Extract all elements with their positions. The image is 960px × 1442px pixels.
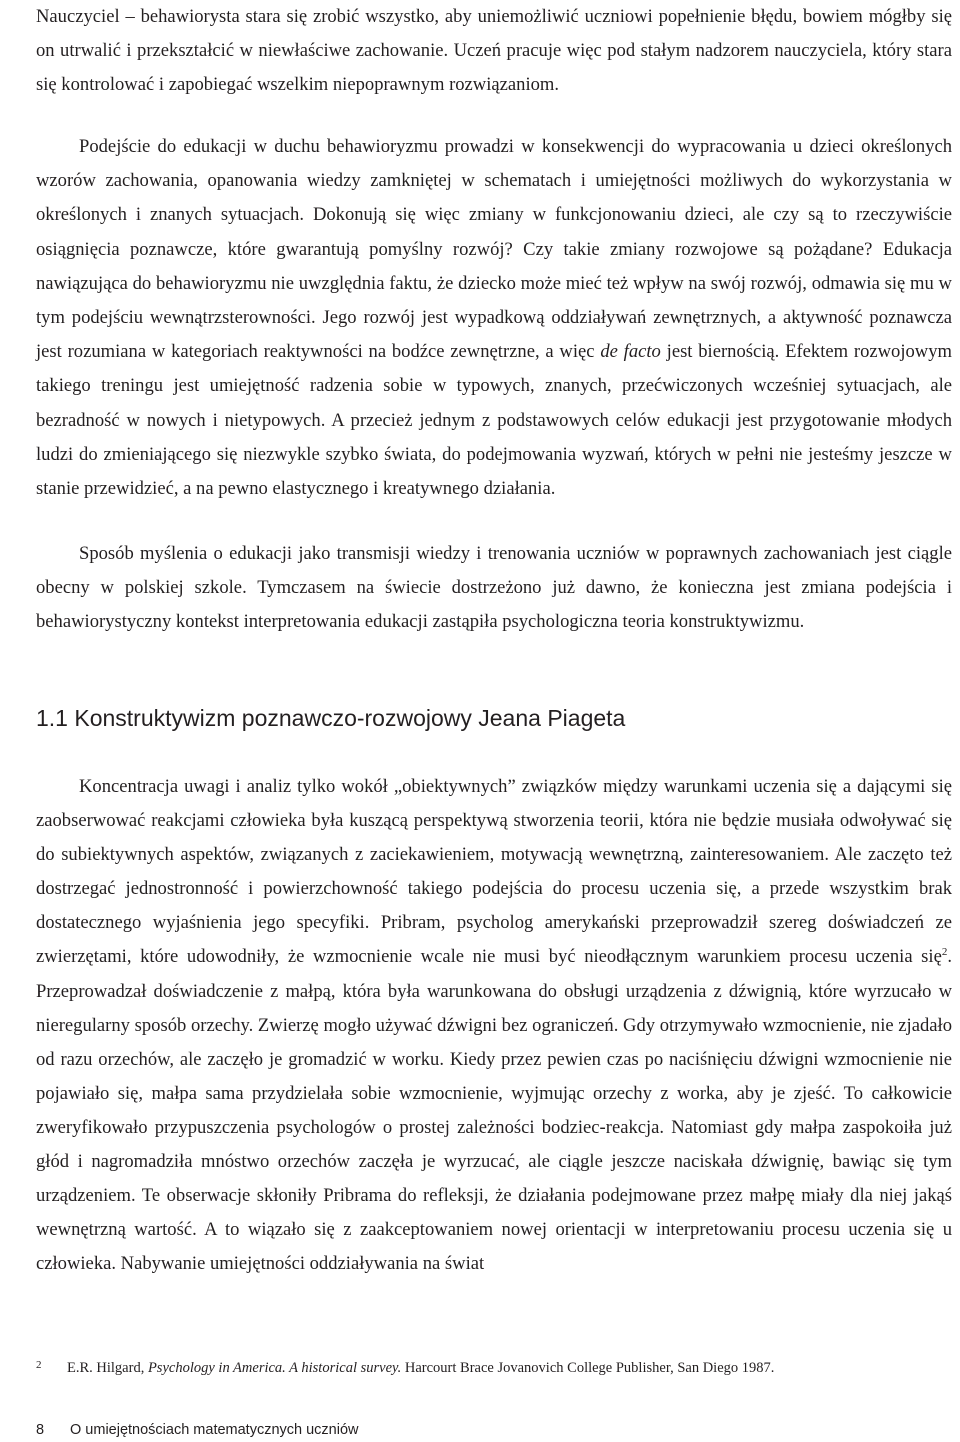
paragraph-text: . Przeprowadzał doświadczenie z małpą, która była warunkowana do obsługi urządzenia z dźwignią, które wyrzucało w nieregularny sposób orzechy. Zwierzę mogło używać dźwigni bez ograniczeń. Gdy otrzymywało wzmocnienie, nie zjadało od razu orzechów, ale zaczęło je gromadzić w worku. Kiedy przez pewien czas po naciśnięciu dźwigni wzmocnienie nie pojawiało się, małpa sama przydzielała sobie wzmocnienie, wyjmując orzechy z worka, aby je zjeść. To całkowicie zweryfikowało przypuszczenia psychologów o prostej zależności bodziec-reakcja. Natomiast gdy małpa zaspokoiła już głód i nagromadziła mnóstwo orzechów zaczęła je wyrzucać, ale ciągle jeszcze naciskała dźwignię, bawiąc się tym urządzeniem. Te obserwacje skłoniły Pribrama do refleksji, że działania podejmowane przez małpę miały dla niej jakąś wewnętrzną wartość. A to wiązało się z zaakceptowaniem nowej orientacji w interpretowaniu procesu uczenia się u człowieka. Nabywanie umiejętności oddziaływania na świat xyxy=(36,946,952,1275)
footnote-title: Psychology in America. A historical survey. xyxy=(147,1360,402,1376)
paragraph-education-transmission: Sposób myślenia o edukacji jako transmisji wiedzy i trenowania uczniów w poprawnych zachowaniach jest ciągle obecny w polskiej szkole. Tymczasem na świecie dostrzeżono już dawno, że konieczna jest zmiana podejścia i behawiorystyczny kontekst interpretowania edukacji zastąpiła psychologiczna teoria konstruktywizmu. xyxy=(36,543,952,633)
footnote-author: E.R. Hilgard, xyxy=(67,1360,148,1376)
paragraph-behaviorist-teacher: Nauczyciel – behawiorysta stara się zrobić wszystko, aby uniemożliwić uczniowi popełnienie błędu, bowiem mógłby się on utrwalić i przekształcić w niewłaściwe zachowanie. Uczeń pracuje więc pod stałym nadzorem nauczyciela, który stara się kontrolować i zapobiegać wszelkim niepoprawnym rozwiązaniom. xyxy=(36,6,952,96)
paragraph-behaviorism-approach xyxy=(36,130,952,506)
paragraph-pribram xyxy=(36,770,952,1281)
italic-phrase: de facto xyxy=(600,341,661,363)
footnote-publisher: Harcourt Brace Jovanovich College Publisher, San Diego 1987. xyxy=(401,1360,775,1376)
section-heading: 1.1 Konstruktywizm poznawczo-rozwojowy Jeana Piageta xyxy=(36,705,626,731)
page-number: 8 xyxy=(36,1422,45,1438)
running-title: O umiejętnościach matematycznych uczniów xyxy=(70,1422,359,1438)
paragraph-text: Podejście do edukacji w duchu behawioryzmu prowadzi w konsekwencji do wypracowania u dzieci określonych wzorów zachowania, opanowania wiedzy zamkniętej w schematach i umiejętności możliwych do wykorzystania w określonych i znanych sytuacjach. Dokonują się więc zmiany w funkcjonowaniu dzieci, ale czy są to rzeczywiście osiągnięcia poznawcze, które gwarantują pomyślny rozwój? Czy takie zmiany rozwojowe są pożądane? Edukacja nawiązująca do behawioryzmu nie uwzględnia faktu, że dziecko może mieć też wpływ na swój rozwój, odmawia się mu w tym podejściu wewnątrzsterowności. Jego rozwój jest wypadkową oddziaływań zewnętrznych, a aktywność poznawcza jest rozumiana w kategoriach reaktywności na bodźce zewnętrzne, a więc xyxy=(36,136,952,363)
footnote-divider xyxy=(36,1353,236,1354)
footnote xyxy=(36,1355,952,1378)
footnote-reference[interactable]: 2 xyxy=(941,946,948,959)
paragraph-text: jest biernością. Efektem rozwojowym takiego treningu jest umiejętność radzenia sobie w typowych, znanych, przećwiczonych wcześniej sytuacjach, ale bezradność w nowych i nietypowych. A przecież jednym z podstawowych celów edukacji jest przygotowanie młodych ludzi do zmieniającego się niezwykle szybko świata, do podejmowania wyzwań, których w pełni nie jesteśmy jeszcze w stanie przewidzieć, a na pewno elastycznego i kreatywnego działania. xyxy=(36,341,952,500)
page-footer xyxy=(36,1420,952,1440)
paragraph-text: Koncentracja uwagi i analiz tylko wokół „obiektywnych” związków między warunkami uczenia się a dającymi się zaobserwować reakcjami człowieka była kuszącą perspektywą stworzenia teorii, która nie będzie musiała odwoływać się do subiektywnych aspektów, związanych z zaciekawieniem, motywacją wewnętrzną, zainteresowaniem. Ale zaczęto też dostrzegać jednostronność i powierzchowność takiego podejścia do procesu uczenia się, a przede wszystkim brak dostatecznego wyjaśnienia jego specyfiki. Pribram, psycholog amerykański przeprowadził szereg doświadczeń ze zwierzętami, które udowodniły, że wzmocnienie wcale nie musi być nieodłącznym warunkiem procesu uczenia się xyxy=(36,776,952,968)
footnote-mark: 2 xyxy=(36,1359,42,1371)
